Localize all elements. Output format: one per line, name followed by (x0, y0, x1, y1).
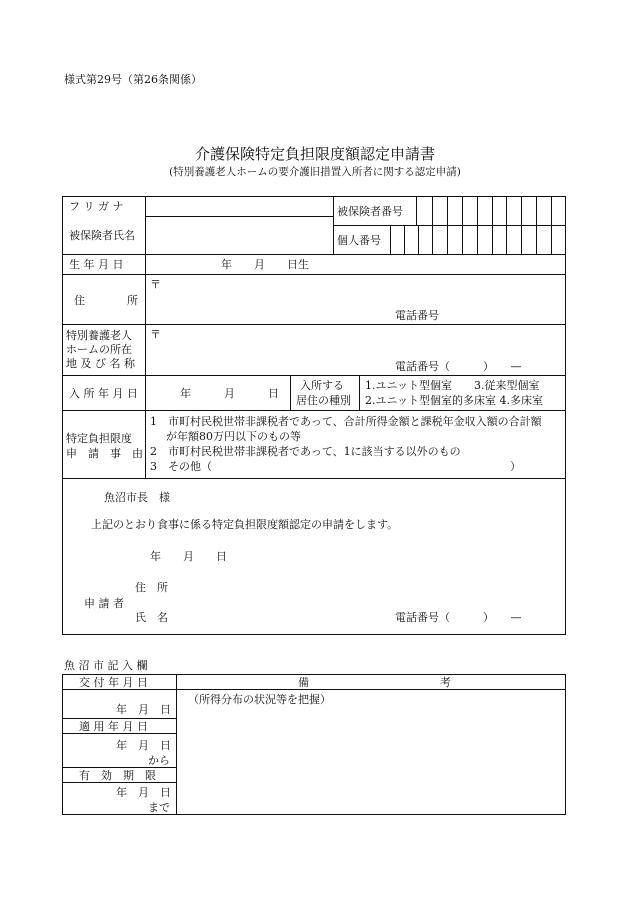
insured-name-label: 被保険者氏名 (69, 229, 135, 242)
remarks-label-2: 考 (440, 676, 451, 689)
room-option-2: 2.ユニット型個室的多床室 4.多床室 (365, 394, 544, 407)
issue-date-value: 年 月 日 (116, 703, 171, 716)
remarks-note: （所得分布の状況等を把握） (188, 693, 331, 706)
valid-period-until: まで (148, 801, 170, 814)
room-option-1: 1.ユニット型個室 3.従来型個室 (365, 379, 540, 392)
birthdate-value: 年 月 日生 (221, 258, 309, 271)
address-phone-label: 電話番号 (395, 309, 439, 322)
applicant-name-label: 氏 名 (135, 611, 168, 624)
facility-postal-mark: 〒 (150, 328, 161, 341)
room-type-label-1: 入所する (300, 379, 344, 392)
room-type-label-2: 居住の種別 (296, 394, 351, 407)
issue-date-label: 交 付 年 月 日 (79, 676, 148, 689)
application-date: 年 月 日 (150, 550, 227, 563)
remarks-label-1: 備 (298, 676, 309, 689)
insured-number-label: 被保険者番号 (337, 205, 403, 218)
postal-mark: 〒 (150, 278, 161, 291)
facility-label-2: ホームの所在 (66, 343, 132, 356)
address-label-1: 住 (74, 294, 85, 307)
admission-date-value: 年 月 日 (180, 387, 279, 400)
reason-item-3-close: ） (510, 460, 521, 473)
reason-item-1b: が年額80万円以下のもの等 (166, 430, 301, 443)
city-section-heading: 魚 沼 市 記 入 欄 (64, 659, 148, 672)
apply-date-value: 年 月 日 (116, 739, 171, 752)
birthdate-label: 生 年 月 日 (69, 258, 124, 271)
valid-period-value: 年 月 日 (116, 786, 171, 799)
reason-item-3: 3 その他（ (150, 460, 212, 473)
applicant-phone-label: 電話番号（ ） — (395, 611, 522, 624)
facility-phone-label: 電話番号（ ） — (395, 360, 522, 373)
admission-date-label: 入 所 年 月 日 (69, 387, 138, 400)
apply-date-from: から (148, 754, 170, 767)
form-subtitle: (特別養護老人ホームの要介護旧措置入所者に関する認定申請) (169, 166, 461, 178)
facility-label-1: 特別養護老人 (66, 329, 132, 342)
form-title: 介護保険特定負担限度額認定申請書 (194, 145, 435, 163)
apply-date-label: 適 用 年 月 日 (79, 720, 148, 733)
applicant-address-label: 住 所 (135, 581, 168, 594)
address-label-2: 所 (127, 294, 138, 307)
personal-number-label: 個人番号 (337, 234, 381, 247)
reason-label-2: 申 請 事 由 (66, 447, 143, 460)
form-number: 様式第29号（第26条関係） (64, 73, 202, 86)
reason-label-1: 特定負担限度 (66, 432, 132, 445)
valid-period-label: 有 効 期 限 (79, 769, 156, 782)
reason-item-2: 2 市町村民税世帯非課税者であって、1に該当する以外のもの (150, 445, 461, 458)
facility-label-3: 地 及 び 名 称 (66, 357, 135, 370)
declaration: 上記のとおり食事に係る特定負担限度額認定の申請をします。 (91, 518, 399, 531)
applicant-label: 申 請 者 (84, 597, 124, 610)
reason-item-1a: 1 市町村民税世帯非課税者であって、合計所得金額と課税年金収入額の合計額 (150, 415, 542, 428)
furigana-label: フ リ ガ ナ (69, 200, 124, 213)
addressee: 魚沼市長 様 (104, 491, 170, 504)
